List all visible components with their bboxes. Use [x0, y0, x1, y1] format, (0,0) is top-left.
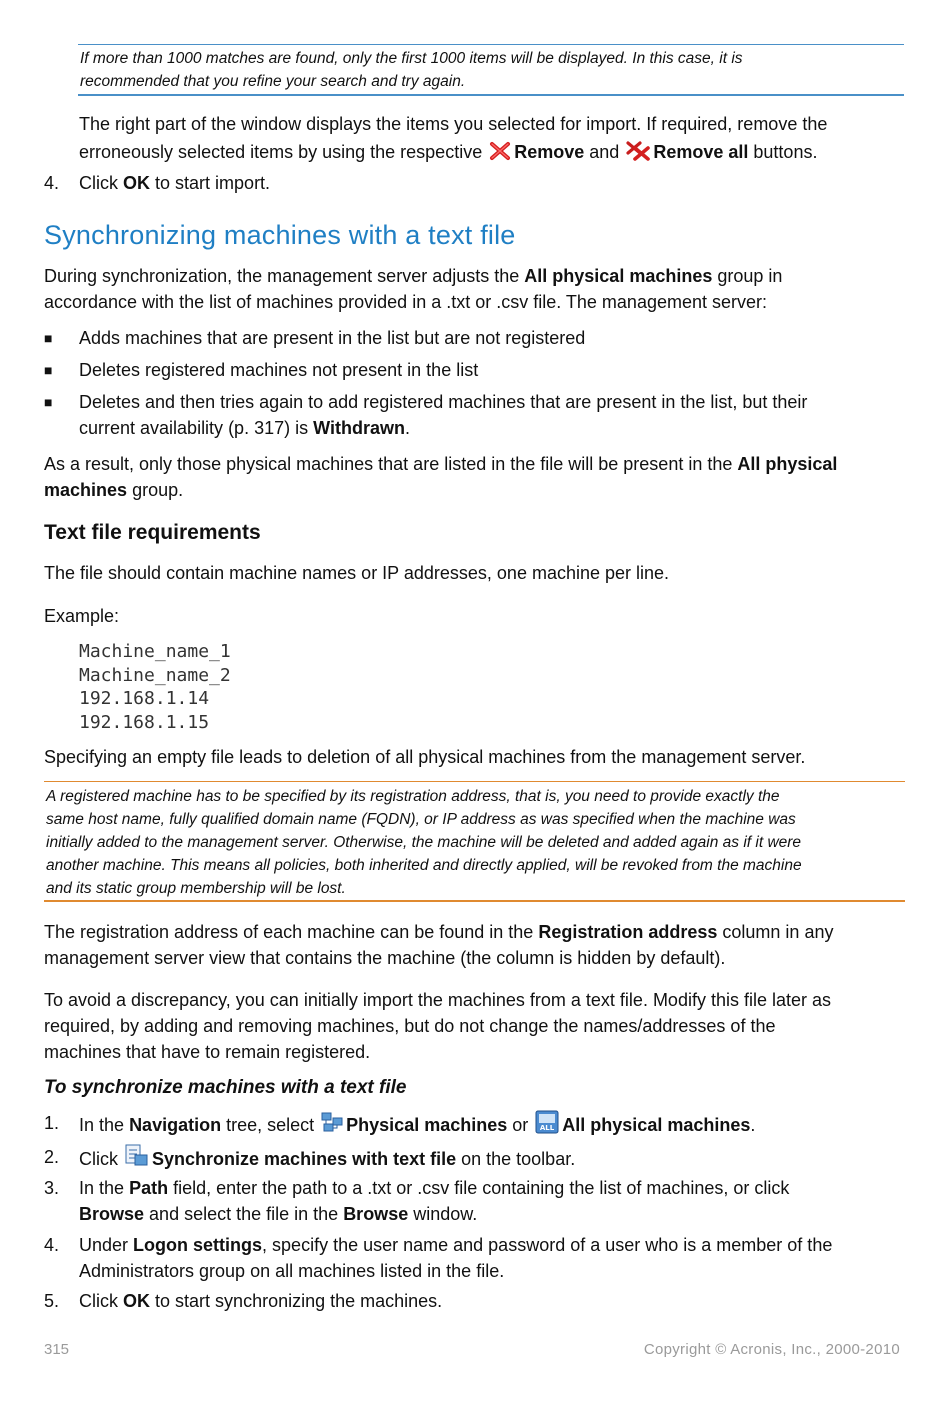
text-line: To avoid a discrepancy, you can initially import the machines from a text file. Modify this file later as	[44, 990, 832, 1010]
remove-all-icon	[626, 141, 650, 168]
text-span: and select the file in the	[149, 1204, 339, 1224]
example-label: Example:	[44, 606, 120, 626]
bold-span: Path	[129, 1178, 169, 1198]
list-item-text: Deletes registered machines not present in the list	[79, 360, 479, 380]
synchronize-icon	[125, 1144, 149, 1175]
text-span: During synchronization, the management server adjusts the	[44, 266, 520, 286]
text-span: erroneously selected items by using the respective	[79, 142, 483, 162]
text-line: accordance with the list of machines provided in a .txt or .csv file. The management server:	[44, 292, 768, 312]
note-top-line2: recommended that you refine your search and try again.	[80, 73, 466, 90]
code-line: 192.168.1.14	[79, 688, 210, 709]
text-span: on the toolbar.	[461, 1149, 576, 1169]
step-number: 1.	[44, 1113, 60, 1133]
text-line	[79, 1175, 789, 1201]
bold-span: All physical machines	[562, 1115, 751, 1135]
bold-span: Withdrawn	[313, 418, 405, 438]
bullet-marker: ■	[44, 362, 53, 378]
step-text	[79, 1110, 755, 1141]
svg-text:ALL: ALL	[540, 1124, 555, 1132]
text-line	[44, 477, 837, 503]
text-span: or	[512, 1115, 529, 1135]
text-span: .	[750, 1115, 756, 1135]
text-span: buttons.	[753, 142, 818, 162]
text-line: management server view that contains the machine (the column is hidden by default).	[44, 948, 726, 968]
text-span: .	[404, 418, 410, 438]
note-line: same host name, fully qualified domain name (FQDN), or IP address as was specified when the machine was	[46, 811, 796, 828]
copyright-notice: Copyright © Acronis, Inc., 2000-2010	[643, 1341, 900, 1358]
text-line	[79, 1232, 832, 1258]
bold-span: Physical machines	[346, 1115, 508, 1135]
discrepancy-paragraph	[44, 987, 831, 1065]
step-text	[79, 1288, 442, 1314]
step-number: 2.	[44, 1147, 60, 1167]
text-span: As a result, only those physical machines that are listed in the file will be present in the	[44, 454, 733, 474]
bold-span: Browse	[343, 1204, 409, 1224]
text-span: Click	[79, 1291, 118, 1311]
note-top-line1: If more than 1000 matches are found, only the first 1000 items will be displayed. In this case, it is	[80, 50, 743, 67]
bold-span: Registration address	[538, 922, 718, 942]
text-span: tree, select	[226, 1115, 315, 1135]
list-item-text	[79, 389, 807, 441]
example-code-block	[79, 640, 231, 734]
code-line: 192.168.1.15	[79, 711, 210, 733]
text-span: The registration address of each machine can be found in the	[44, 922, 534, 942]
procedure-steps	[0, 1110, 950, 1320]
text-line: Deletes and then tries again to add registered machines that are present in the list, but their	[79, 392, 808, 412]
step-number: 4.	[44, 173, 60, 193]
note-box-bottom	[44, 781, 905, 902]
remove-label: Remove	[514, 142, 585, 162]
note-box-top	[78, 44, 904, 96]
note-line: and its static group membership will be lost.	[46, 880, 346, 897]
text-span: current availability (p. 317) is	[79, 418, 309, 438]
code-line: Machine_name_2	[79, 664, 231, 686]
step-number: 5.	[44, 1291, 60, 1311]
text-span: In the	[79, 1115, 125, 1135]
note-line: initially added to the management server. Otherwise, the machine will be deleted and added again as if it were	[46, 834, 802, 851]
step-number: 3.	[44, 1178, 60, 1198]
text-span: to start synchronizing the machines.	[155, 1291, 443, 1311]
subsection-title: Text file requirements	[44, 521, 261, 544]
bullet-list	[0, 325, 950, 445]
text-span: and	[589, 142, 620, 162]
text-line	[44, 263, 782, 289]
text-line: machines that have to remain registered.	[44, 1042, 371, 1062]
text-span: Click	[79, 173, 118, 193]
procedure-title: To synchronize machines with a text file	[44, 1077, 407, 1098]
bold-span: All physical machines	[524, 266, 713, 286]
paragraph-right-part	[79, 111, 827, 168]
text-span: group.	[132, 480, 184, 500]
empty-file-text: Specifying an empty file leads to deletion of all physical machines from the management server.	[44, 747, 806, 767]
text-line: required, by adding and removing machines, but do not change the names/addresses of the	[44, 1016, 776, 1036]
bold-span: Logon settings	[133, 1235, 263, 1255]
step-text	[79, 1175, 789, 1227]
note-line: another machine. This means all policies, both inherited and directly applied, will be revoked from the machine	[46, 857, 802, 874]
text-line	[44, 451, 837, 477]
text-line: The right part of the window displays the items you selected for import. If required, remove the	[79, 114, 828, 134]
step-number: 4.	[44, 1235, 60, 1255]
ok-label: OK	[123, 173, 151, 193]
text-span: field, enter the path to a .txt or .csv file containing the list of machines, or click	[173, 1178, 790, 1198]
text-line: Administrators group on all machines listed in the file.	[79, 1261, 505, 1281]
note-line: A registered machine has to be specified by its registration address, that is, you need to provide exactly the	[46, 788, 780, 805]
text-span: to start import.	[155, 173, 271, 193]
text-line	[79, 415, 807, 441]
all-physical-machines-icon	[535, 1110, 559, 1141]
text-span: Click	[79, 1149, 118, 1169]
bold-span: Navigation	[129, 1115, 222, 1135]
text-span: column in any	[722, 922, 834, 942]
step-text	[79, 170, 270, 196]
remove-icon	[489, 141, 511, 168]
physical-machines-icon	[321, 1112, 343, 1141]
intro-paragraph	[44, 263, 782, 315]
list-item-text: Adds machines that are present in the list but are not registered	[79, 328, 586, 348]
text-line	[79, 139, 827, 168]
registration-paragraph	[44, 919, 833, 971]
ok-label: OK	[123, 1291, 151, 1311]
bold-span: Browse	[79, 1204, 145, 1224]
text-span: window.	[413, 1204, 478, 1224]
text-span: Under	[79, 1235, 129, 1255]
text-span: , specify the user name and password of a user who is a member of the	[262, 1235, 833, 1255]
bullet-marker: ■	[44, 330, 53, 346]
bullet-marker: ■	[44, 394, 53, 410]
text-line	[44, 919, 833, 945]
remove-all-label: Remove all	[653, 142, 749, 162]
bold-span: All physical	[737, 454, 838, 474]
code-line: Machine_name_1	[79, 641, 231, 662]
text-line	[79, 1201, 789, 1227]
page-number: 315	[44, 1341, 70, 1358]
section-title: Synchronizing machines with a text file	[44, 220, 516, 250]
requirements-text: The file should contain machine names or IP addresses, one machine per line.	[44, 563, 670, 583]
step-text	[79, 1232, 832, 1284]
bold-span: machines	[44, 480, 128, 500]
result-paragraph	[44, 451, 837, 503]
step-text	[79, 1144, 575, 1175]
bold-span: Synchronize machines with text file	[152, 1149, 457, 1169]
text-span: In the	[79, 1178, 125, 1198]
text-span: group in	[717, 266, 783, 286]
